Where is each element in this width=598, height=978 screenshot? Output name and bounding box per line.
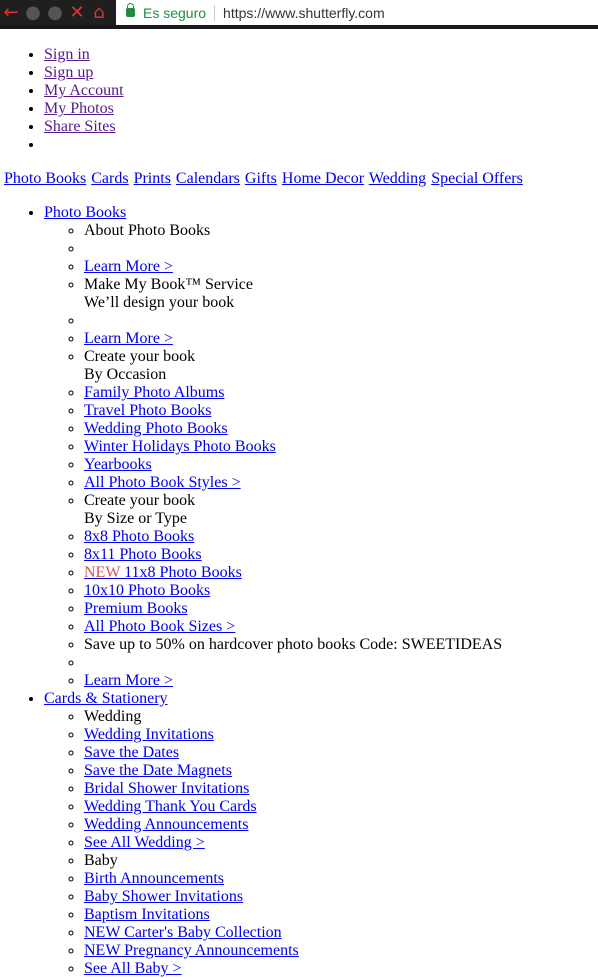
list-item [84, 348, 598, 384]
learn-more-link[interactable]: Learn More > [84, 258, 173, 275]
list-item [84, 780, 598, 798]
list-item [84, 924, 598, 942]
wedding-heading: ◦ Wedding [84, 708, 598, 726]
by-occasion-text: By Occasion [84, 366, 167, 383]
top-nav-link-photo-books[interactable]: Photo Books [4, 170, 87, 187]
list-item [84, 870, 598, 888]
list-item [84, 528, 598, 546]
list-item [84, 942, 598, 960]
make-my-book-heading: Make My Book™ Service [84, 276, 253, 293]
url-text[interactable]: https://www.shutterfly.com [223, 4, 385, 21]
occasion-link[interactable]: All Photo Book Styles > [84, 474, 241, 491]
size-link[interactable]: All Photo Book Sizes > [84, 618, 236, 635]
list-item [84, 456, 598, 474]
baby-link[interactable]: See All Baby > [84, 960, 182, 977]
top-nav-link-home-decor[interactable]: Home Decor [281, 170, 365, 187]
cards-submenu [44, 708, 598, 978]
list-item [84, 888, 598, 906]
menu-photo-books [44, 204, 598, 690]
back-icon[interactable]: ← [3, 2, 19, 23]
size-link-11x8[interactable] [84, 564, 242, 581]
utility-nav [0, 46, 598, 154]
promo-text: ◦ Save up to 50% on hardcover photo books Code: SWEETIDEAS [84, 636, 598, 654]
forward-icon[interactable]: ● [25, 2, 41, 23]
wedding-link[interactable]: See All Wedding > [84, 834, 205, 851]
create-book-heading: Create your book [84, 492, 196, 509]
loading-icon: ● [47, 2, 63, 23]
top-nav [0, 170, 598, 188]
my-photos-link[interactable]: My Photos [44, 100, 114, 117]
empty-item [84, 240, 598, 258]
list-item [84, 492, 598, 528]
occasion-link[interactable]: Family Photo Albums [84, 384, 225, 401]
util-item [44, 136, 598, 154]
list-item [84, 672, 598, 690]
wedding-link[interactable]: Save the Dates [84, 744, 180, 761]
size-link[interactable]: Premium Books [84, 600, 188, 617]
create-book-heading: Create your book [84, 348, 196, 365]
list-item [84, 726, 598, 744]
util-item [44, 118, 598, 136]
list-item [84, 906, 598, 924]
baby-link[interactable]: NEW Carter's Baby Collection [84, 924, 282, 941]
address-bar[interactable] [116, 0, 598, 25]
list-item [84, 762, 598, 780]
empty-item [84, 312, 598, 330]
baby-link[interactable]: Birth Announcements [84, 870, 224, 887]
home-icon[interactable]: ⌂ [93, 2, 105, 23]
size-link[interactable]: 8x8 Photo Books [84, 528, 195, 545]
share-sites-link[interactable]: Share Sites [44, 118, 116, 135]
util-item [44, 64, 598, 82]
size-link[interactable]: 8x11 Photo Books [84, 546, 202, 563]
util-item [44, 46, 598, 64]
list-item [84, 582, 598, 600]
wedding-link[interactable]: Wedding Announcements [84, 816, 249, 833]
top-nav-link-prints[interactable]: Prints [133, 170, 171, 187]
size-link-label: 11x8 Photo Books [120, 564, 242, 581]
close-icon[interactable]: ✕ [69, 2, 85, 23]
we-design-text: We’ll design your book [84, 294, 235, 311]
top-nav-link-calendars[interactable]: Calendars [175, 170, 240, 187]
list-item [84, 600, 598, 618]
menu-cards [44, 690, 598, 978]
sign-up-link[interactable]: Sign up [44, 64, 94, 81]
list-item [84, 546, 598, 564]
toolbar-shadow [0, 25, 598, 29]
occasion-link[interactable]: Travel Photo Books [84, 402, 212, 419]
occasion-link[interactable]: Wedding Photo Books [84, 420, 228, 437]
secure-label: Es seguro [143, 4, 207, 21]
baby-heading: ◦ Baby [84, 852, 598, 870]
list-item [84, 564, 598, 582]
top-nav-link-special-offers[interactable]: Special Offers [431, 170, 523, 187]
wedding-link[interactable]: Bridal Shower Invitations [84, 780, 250, 797]
list-item [84, 798, 598, 816]
list-item [84, 474, 598, 492]
browser-toolbar [0, 0, 598, 25]
main-menu [0, 204, 598, 978]
top-nav-link-wedding[interactable]: Wedding [368, 170, 427, 187]
divider [214, 5, 215, 21]
baby-link[interactable]: Baby Shower Invitations [84, 888, 244, 905]
lock-icon [126, 8, 135, 17]
list-item [84, 276, 598, 312]
top-nav-link-gifts[interactable]: Gifts [244, 170, 277, 187]
empty-item [84, 654, 598, 672]
list-item [84, 816, 598, 834]
occasion-link[interactable]: Yearbooks [84, 456, 152, 473]
list-item [84, 744, 598, 762]
list-item [84, 258, 598, 276]
list-item [84, 834, 598, 852]
top-nav-link-cards[interactable]: Cards [91, 170, 129, 187]
list-item [84, 960, 598, 978]
learn-more-link[interactable]: Learn More > [84, 330, 173, 347]
list-item [84, 384, 598, 402]
sign-in-link[interactable]: Sign in [44, 46, 90, 63]
wedding-link[interactable]: Wedding Thank You Cards [84, 798, 257, 815]
size-link[interactable]: 10x10 Photo Books [84, 582, 211, 599]
list-item [84, 438, 598, 456]
photo-books-link[interactable]: Photo Books [44, 204, 127, 221]
list-item [84, 330, 598, 348]
baby-link[interactable]: Baptism Invitations [84, 906, 210, 923]
wedding-link[interactable]: Wedding Invitations [84, 726, 214, 743]
util-item [44, 100, 598, 118]
photo-books-submenu [44, 222, 598, 690]
by-size-text: By Size or Type [84, 510, 188, 527]
list-item [84, 618, 598, 636]
list-item [84, 402, 598, 420]
list-item [84, 420, 598, 438]
wedding-link[interactable]: Save the Date Magnets [84, 762, 232, 779]
about-heading: ◦ About Photo Books [84, 222, 598, 240]
util-item [44, 82, 598, 100]
new-badge: NEW [84, 564, 121, 581]
my-account-link[interactable]: My Account [44, 82, 124, 99]
cards-stationery-link[interactable]: Cards & Stationery [44, 690, 168, 707]
baby-link[interactable]: NEW Pregnancy Announcements [84, 942, 299, 959]
learn-more-link[interactable]: Learn More > [84, 672, 173, 689]
occasion-link[interactable]: Winter Holidays Photo Books [84, 438, 276, 455]
